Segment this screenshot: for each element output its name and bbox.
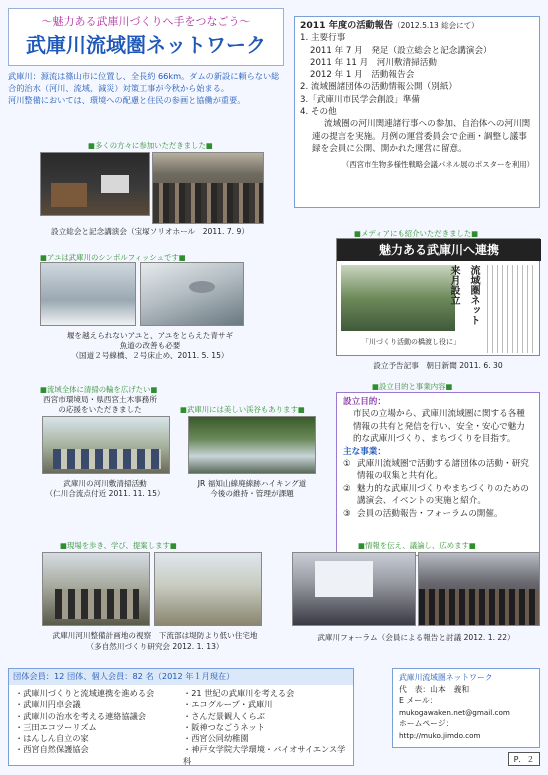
contact-homepage-label: ホームページ： [399, 719, 454, 728]
report-title: 2011 年度の活動報告（2012.5.13 総会にて） [300, 20, 479, 31]
report-event-2: 2011 年 11 月 河川敷清掃活動 [310, 57, 437, 68]
report-paragraph: 流域圏の河川関連諸行事への参加、自治体への河川関連の提言を実施。月例の運営委員会で企画・調整し議事録を会員に公開、開かれた運営に留意。 [312, 119, 531, 154]
members-box [8, 668, 354, 766]
report-item-3: 3.「武庫川市民学会創設」準備 [300, 94, 420, 105]
header-box [8, 8, 284, 66]
photo-heron-bird [189, 281, 215, 293]
photo-housing [154, 552, 262, 626]
report-item-1: 1. 主要行事 [300, 33, 346, 44]
contact-homepage-link[interactable]: http://muko.jimdo.com [399, 730, 481, 740]
photo-cleanup [42, 416, 170, 474]
members-header: 団体会員：12 団体、個人会員：82 名（2012 年１月現在） [9, 669, 353, 685]
photo-lecture-screen [101, 175, 129, 193]
member-item: ・阪神つなごうネット [183, 721, 265, 732]
caption-forum: 武庫川フォーラム（会員による報告と討議 2012. 1. 22） [317, 633, 515, 642]
member-item: ・三田エコツーリズム [15, 721, 97, 732]
section-forum: ■情報を伝え、議論し、広めます■ [358, 541, 476, 550]
photo-inspection [42, 552, 150, 626]
newspaper-footline: 「川づくり活動の橋渡し役に」 [362, 338, 460, 346]
photo-audience [152, 152, 264, 224]
caption-ayu-1: 堰を越えられないアユと、アユをとらえた青サギ [66, 331, 234, 340]
report-item-2: 2. 流域圏諸団体の活動情報公開（別紙） [300, 82, 458, 93]
photo-inspection-people [55, 589, 139, 619]
report-title-note: （2012.5.13 総会にて） [393, 21, 479, 30]
members-list-right [183, 688, 353, 767]
business-item: ① 武庫川流域圏で活動する諸団体の活動・研究情報の収集と共有化。 [343, 459, 529, 482]
newspaper-headline: 魅力ある武庫川へ連携 [337, 239, 541, 261]
member-item: ・西宮公同幼稚園 [183, 733, 249, 744]
newspaper-photo [341, 265, 455, 331]
section-purpose: ■設立目的と事業内容■ [372, 382, 453, 391]
newspaper-body-text [487, 265, 537, 353]
members-list-left [15, 688, 154, 756]
business-heading: 主な事業： [343, 446, 386, 457]
caption-cleanup-2: （仁川合流点付近 2011. 11. 15） [45, 489, 165, 498]
intro-text [8, 70, 286, 106]
caption-cleanup-1: 武庫川の河川敷清掃活動 [63, 479, 147, 488]
photo-lecture-podium [51, 183, 87, 207]
caption-valley-2: 今後の維持・管理が課題 [210, 489, 294, 498]
photo-audience-crowd [153, 183, 263, 223]
photo-cleanup-volunteers [53, 449, 161, 469]
intro-paragraph-1: 武庫川：源流は篠山市に位置し、全長約 66km。ダムの新設に頼らない総合的治水（河川、流域、減災）対策工事が今秋から始まる。 [8, 71, 280, 93]
photo-weir [40, 262, 136, 326]
caption-field-2: （多自然川づくり研究会 2012. 1. 13） [86, 642, 224, 651]
caption-ayu-2: 魚道の改善も必要 [119, 341, 181, 350]
section-field: ■現場を歩き、学び、提案します■ [60, 541, 177, 550]
intro-paragraph-2: 河川整備においては、環境への配慮と住民の参画と協働が重要。 [8, 95, 246, 105]
header-subtitle: ～魅力ある武庫川づくりへ手をつなごう～ [41, 15, 251, 28]
report-note: （西宮市生物多様性戦略会議パネル展のポスターを利用） [341, 160, 534, 170]
contact-box [392, 668, 540, 748]
caption-ayu-3: （国道２号線橋、２号床止め、2011. 5. 15） [71, 351, 229, 360]
newspaper-vertical-headline: 流域圏ネット来月設立 [448, 265, 479, 325]
member-item: ・エコグループ・武庫川 [183, 699, 273, 710]
photo-forum-speaker [292, 552, 416, 626]
section-cleanup: ■流域全体に清掃の輪を広げたい■ [40, 385, 158, 394]
member-item: ・武庫川の治水を考える連絡協議会 [15, 710, 147, 721]
member-item: ・さんだ景観人くらぶ [183, 710, 265, 721]
business-item: ③ 会員の活動報告・フォーラムの開催。 [343, 508, 503, 519]
caption-media: 設立予告記事 朝日新聞 2011. 6. 30 [373, 361, 503, 370]
caption-support-1: 西宮市環境局・県西宮土木事務所 [43, 395, 157, 404]
purpose-heading: 設立目的： [343, 397, 386, 407]
business-item: ② 魅力的な武庫川づくりやまちづくりのための講演会、イベントの実施と紹介。 [343, 483, 529, 507]
photo-forum-screen [315, 561, 373, 597]
caption-support-2: の応援をいただきました [58, 405, 142, 414]
photo-forum-crowd [419, 589, 539, 625]
section-ayu: ■アユは武庫川のシンボルフィッシュです■ [40, 253, 186, 262]
page-number: P．２ [508, 752, 540, 766]
member-item: ・はんしん自立の家 [15, 733, 89, 744]
report-event-3: 2012 年 1 月 活動報告会 [310, 70, 415, 81]
header-title: 武庫川流域圏ネットワーク [26, 33, 266, 57]
member-item: ・西宮自然保護協会 [15, 744, 89, 755]
photo-newspaper [336, 238, 540, 356]
photo-forum-audience [418, 552, 540, 626]
activity-report-box [294, 16, 540, 208]
photo-heron [140, 262, 244, 326]
contact-email-label: E メール： [399, 696, 438, 705]
report-event-1: 2011 年 7 月 発足（設立総会と記念講演会） [310, 45, 492, 56]
member-item: ・武庫川づくりと流域連携を進める会 [15, 688, 155, 698]
report-item-4: 4. その他 [300, 107, 337, 118]
caption-meeting: 設立総会と記念講演会（宝塚ソリオホール 2011. 7. 9） [51, 227, 249, 236]
purpose-text: 市民の立場から、武庫川流域圏に関する各種情報の共有と発信を行い、安全・安心で魅力的な武庫川づくり、まちづくりを目指す。 [353, 409, 525, 445]
contact-representative: 代 表：山本 義和 [399, 684, 470, 694]
section-media: ■メディアにも紹介いただきました■ [354, 229, 479, 238]
caption-field-1: 武庫川河川整備計画地の視察 下流部は堤防より低い住宅地 [52, 631, 258, 640]
purpose-box [336, 392, 540, 556]
contact-email[interactable]: mukogawaken.net@gmail.com [399, 707, 510, 717]
member-item: ・神戸女学院大学環境・バイオサイエンス学科 [183, 744, 346, 766]
section-valley: ■武庫川には美しい渓谷もあります■ [180, 405, 305, 414]
section-participants: ■多くの方々に参加いただきました■ [88, 141, 213, 150]
member-item: ・21 世紀の武庫川を考える会 [183, 688, 295, 698]
member-item: ・武庫川円卓会議 [15, 699, 81, 710]
photo-lecture [40, 152, 150, 216]
photo-valley [188, 416, 316, 474]
contact-org: 武庫川流域圏ネットワーク [399, 673, 493, 682]
caption-valley-1: JR 福知山線廃線跡ハイキング道 [197, 479, 307, 488]
